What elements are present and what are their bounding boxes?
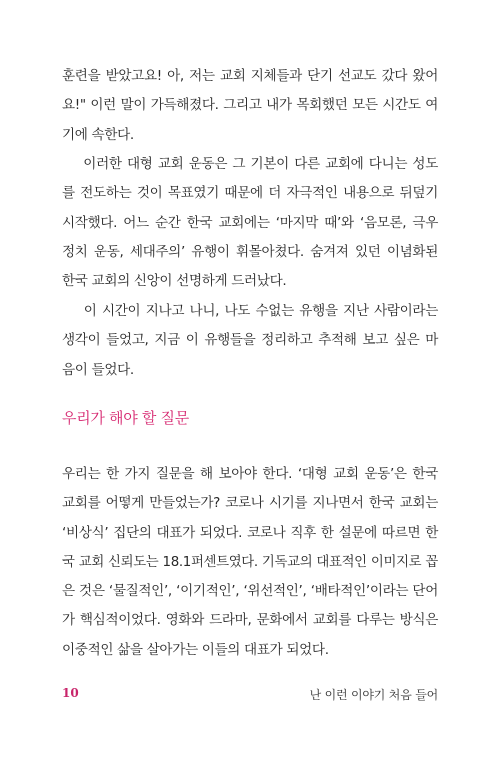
text-line: 생각이 들었고, 지금 이 유행들을 정리하고 추적해 보고 싶은 마 — [62, 332, 438, 349]
text-line: 훈련을 받았고요! 아, 저는 교회 지체들과 단기 선교도 갔다 왔어 — [62, 68, 438, 84]
paragraph-2 — [62, 150, 438, 296]
text-line: 이 시간이 지나고 나니, 나도 수없는 유행을 지난 사람이라는 — [62, 303, 438, 319]
text-line: 시작했다. 어느 순간 한국 교회에는 ‘마지막 때’와 ‘음모론, 극우 — [62, 214, 438, 231]
text-line: 이중적인 삶을 살아가는 이들의 대표가 되었다. — [62, 641, 329, 658]
text-line: 은 것은 ‘물질적인’, ‘이기적인’, ‘위선적인’, ‘배타적인’이라는 단어 — [62, 583, 438, 600]
text-line: 가 핵심적이었다. 영화와 드라마, 문화에서 교회를 다루는 방식은 — [62, 612, 438, 629]
text-line: 를 전도하는 것이 목표였기 때문에 더 자극적인 내용으로 뒤덮기 — [62, 185, 438, 202]
text-line: ‘비상식’ 집단의 대표가 되었다. 코로나 직후 한 설문에 따르면 한 — [62, 524, 438, 541]
page-footer — [62, 686, 438, 706]
running-title: 난 이런 이야기 처음 들어 — [309, 688, 438, 702]
text-line: 요!" 이런 말이 가득해졌다. 그리고 내가 목회했던 모든 시간도 여 — [62, 97, 438, 114]
text-line: 음이 들었다. — [62, 361, 134, 378]
section-heading: 우리가 해야 할 질문 — [62, 409, 189, 427]
page-number: 10 — [62, 686, 79, 700]
text-line: 한국 교회의 신앙이 선명하게 드러났다. — [62, 273, 287, 290]
text-line: 교회를 어떻게 만들었는가? 코로나 시기를 지나면서 한국 교회는 — [62, 495, 438, 512]
text-line: 정치 운동, 세대주의’ 유행이 휘몰아쳤다. 숨겨져 있던 이념화된 — [62, 243, 438, 260]
text-line: 이러한 대형 교회 운동은 그 기본이 다른 교회에 다니는 성도 — [62, 156, 438, 172]
text-line: 우리는 한 가지 질문을 해 보아야 한다. ‘대형 교회 운동’은 한국 — [62, 466, 438, 482]
paragraph-3 — [62, 297, 438, 385]
text-line: 국 교회 신뢰도는 18.1퍼센트였다. 기독교의 대표적인 이미지로 꼽 — [62, 554, 438, 570]
text-line: 기에 속한다. — [62, 126, 134, 143]
paragraph-1 — [62, 62, 438, 150]
paragraph-4 — [62, 460, 438, 665]
